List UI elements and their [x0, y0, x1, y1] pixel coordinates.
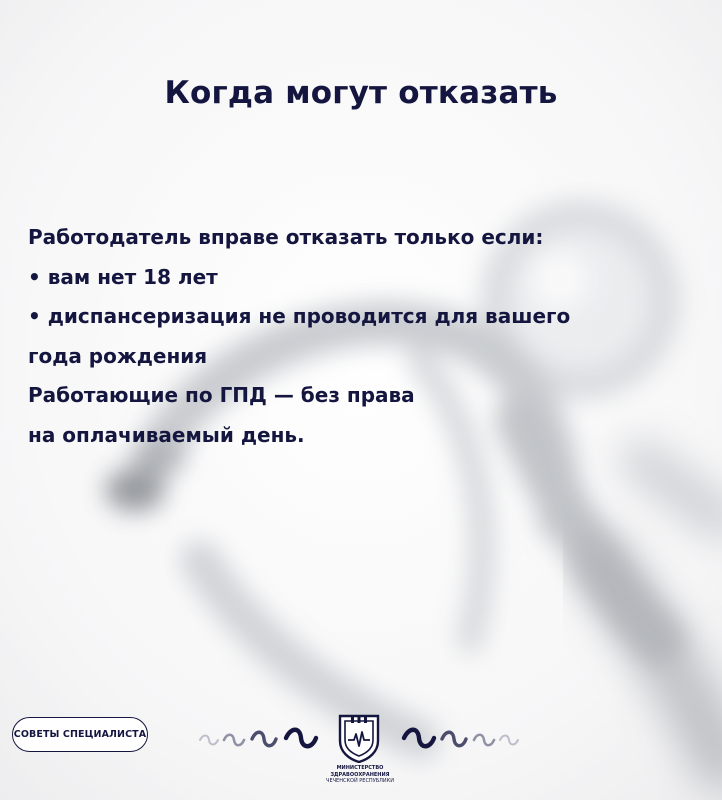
ministry-emblem-icon — [336, 713, 382, 763]
refusal-conditions-text — [28, 218, 688, 455]
ministry-line-1: МИНИСТЕРСТВО — [336, 765, 384, 771]
bullet-item-birth-year: • диспансеризация не проводится для вашего — [28, 297, 688, 337]
page-title: Когда могут отказать — [164, 74, 558, 111]
expert-tips-badge: СОВЕТЫ СПЕЦИАЛИСТА — [12, 717, 148, 752]
ministry-line-2: ЗДРАВООХРАНЕНИЯ — [330, 771, 390, 778]
gpd-note-line: Работающие по ГПД — без права — [28, 383, 415, 407]
bullet-item-birth-year-continued: года рождения — [28, 343, 208, 368]
wave-ornament-left-icon — [196, 718, 328, 750]
ministry-line-3: ЧЕЧЕНСКОЙ РЕСПУБЛИКИ — [326, 778, 394, 784]
gpd-note-line-continued: на оплачиваемый день. — [28, 422, 305, 447]
bullet-item-age: • вам нет 18 лет — [28, 258, 688, 298]
ministry-caption — [300, 765, 420, 785]
wave-ornament-right-icon — [392, 718, 524, 750]
intro-line: Работодатель вправе отказать только если: — [28, 225, 544, 249]
